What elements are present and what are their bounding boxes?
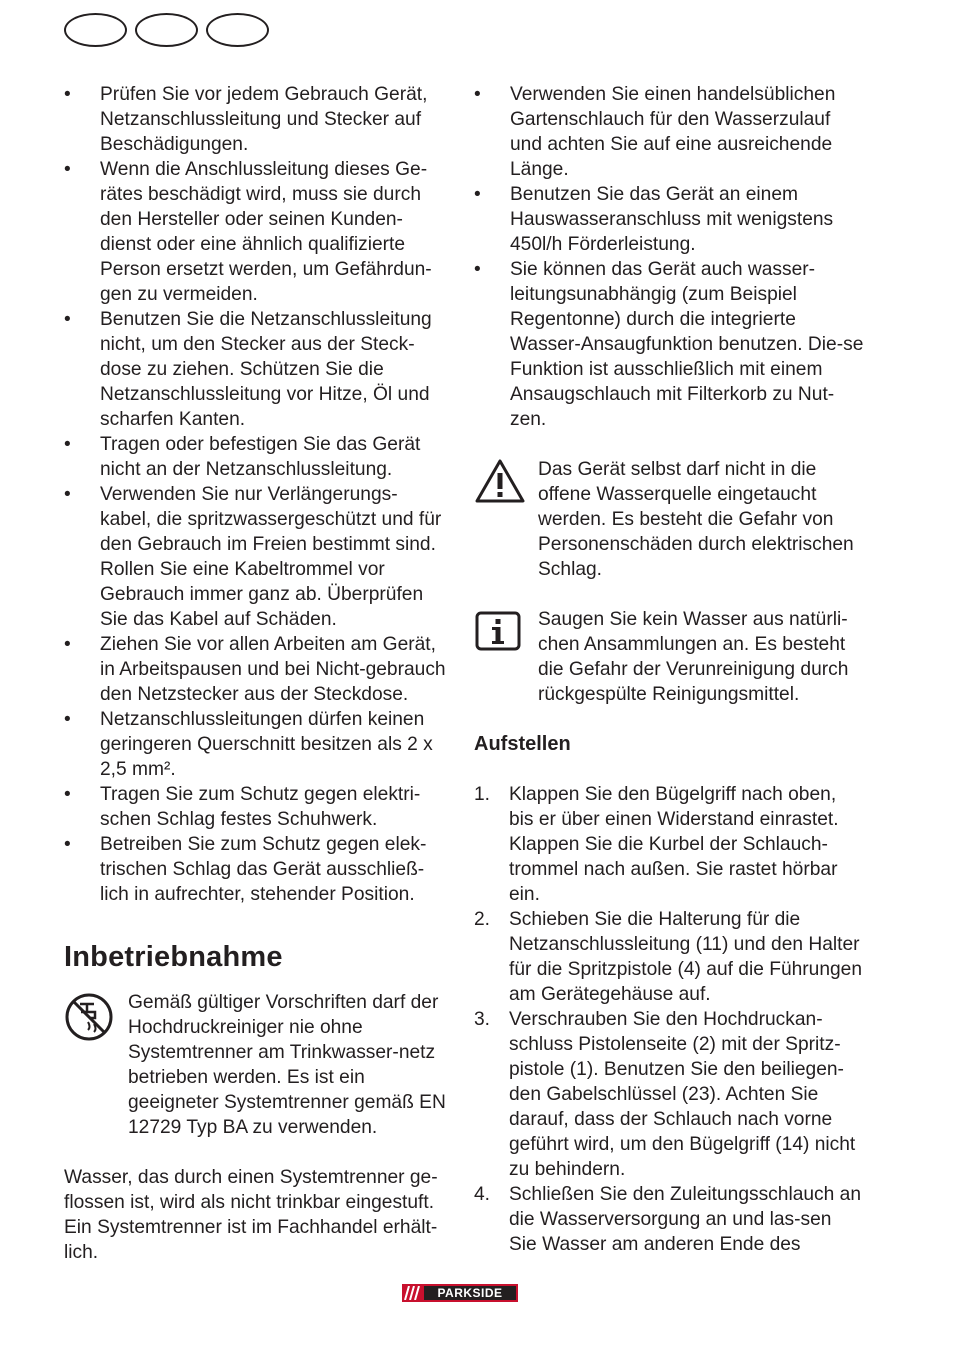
list-item: [474, 782, 864, 907]
step-number: 2.: [474, 909, 491, 930]
water-bullet-list: [474, 82, 864, 432]
list-item: • Tragen Sie zum Schutz gegen elektri-schen Schlag festes Schuhwerk.: [64, 782, 448, 832]
language-tab-3: [206, 13, 269, 47]
list-item: • Benutzen Sie das Gerät an einem Hauswasseranschluss mit wenigstens 450l/h Förderleistung.: [474, 182, 864, 257]
info-icon: [474, 607, 538, 658]
right-column: [474, 82, 864, 1257]
notice-text: Gemäß gültiger Vorschriften darf der Hochdruckreiniger nie ohne Systemtrenner am Trinkwasser-netz betrieben werden. Es ist ein geeigneter Systemtrenner gemäß EN 12729 Typ BA zu verwenden.: [128, 992, 446, 1138]
safety-bullet-list: [64, 82, 448, 907]
language-tab-1: [64, 13, 127, 47]
list-item: [474, 907, 864, 1007]
paragraph: Wasser, das durch einen Systemtrenner ge-flossen ist, wird als nicht trinkbar eingestuft. Ein Systemtrenner ist im Fachhandel erhält-lich.: [64, 1167, 438, 1263]
no-drinking-water-connection-icon: [64, 990, 128, 1047]
step-text: Klappen Sie den Bügelgriff nach oben, bis er über einen Widerstand einrastet. Klappen Sie die Kurbel der Schlauch-trommel nach außen. Sie rastet hörbar ein.: [509, 784, 839, 905]
list-item: • Ziehen Sie vor allen Arbeiten am Gerät, in Arbeitspausen und bei Nicht-gebrauch den Netzstecker aus der Steckdose.: [64, 632, 448, 707]
warning-notice: [474, 457, 864, 582]
list-item: • Sie können das Gerät auch wasser-leitungsunabhängig (zum Beispiel Regentonne) durch die integrierte Wasser-Ansaugfunktion benutzen. Die-se Funktion ist ausschließlich mit einem Ansaugschlauch mit Filterkorb zu Nut-zen.: [474, 257, 864, 432]
list-item: • Tragen oder befestigen Sie das Gerät nicht an der Netzanschlussleitung.: [64, 432, 448, 482]
logo-stripes-icon: [402, 1284, 424, 1302]
list-item: • Verwenden Sie nur Verlängerungs-kabel, die spritzwassergeschützt und für den Gebrauch im Freien bestimmt sind. Rollen Sie eine Kabeltrommel vor Gebrauch immer ganz ab. Überprüfen Sie das Kabel auf Schäden.: [64, 482, 448, 632]
step-number: 4.: [474, 1184, 491, 1205]
step-number: 1.: [474, 784, 491, 805]
list-item: • Netzanschlussleitungen dürfen keinen geringeren Querschnitt besitzen als 2 x 2,5 mm².: [64, 707, 448, 782]
warning-text: Das Gerät selbst darf nicht in die offene Wasserquelle eingetaucht werden. Es besteht die Gefahr von Personenschäden durch elektrischen Schlag.: [538, 459, 854, 580]
left-column: [64, 82, 448, 1265]
info-text: Saugen Sie kein Wasser aus natürli-chen Ansammlungen an. Es besteht die Gefahr der Verunreinigung durch rückgespülte Reinigungsmittel.: [538, 609, 849, 705]
setup-steps-list: [474, 782, 864, 1257]
section-heading-inbetriebnahme: Inbetriebnahme: [64, 941, 283, 973]
step-text: Verschrauben Sie den Hochdruckan-schluss Pistolenseite (2) mit der Spritz-pistole (1). Benutzen Sie den beiliegen-den Gabelschlüssel (23). Achten Sie darauf, dass der Schlauch nach vorne geführt wird, um den Bügelgriff (14) nicht zu behindern.: [509, 1009, 856, 1180]
parkside-logo: [402, 1284, 518, 1302]
info-notice: [474, 607, 864, 707]
list-item: [474, 1007, 864, 1182]
section-heading-aufstellen: Aufstellen: [474, 733, 571, 755]
step-text: Schieben Sie die Halterung für die Netzanschlussleitung (11) und den Halter für die Spritzpistole (4) auf die Führungen am Gerätegehäuse auf.: [509, 909, 863, 1005]
list-item: [474, 1182, 864, 1257]
list-item: • Betreiben Sie zum Schutz gegen elek-trischen Schlag das Gerät ausschließ-lich in aufrechter, stehender Position.: [64, 832, 448, 907]
list-item: • Benutzen Sie die Netzanschlussleitung nicht, um den Stecker aus der Steck-dose zu ziehen. Schützen Sie die Netzanschlussleitung vor Hitze, Öl und scharfen Kanten.: [64, 307, 448, 432]
step-number: 3.: [474, 1009, 491, 1030]
list-item: • Verwenden Sie einen handelsüblichen Gartenschlauch für den Wasserzulauf und achten Sie auf eine ausreichende Länge.: [474, 82, 864, 182]
language-tabs: [64, 13, 269, 47]
prohibition-notice: [64, 990, 448, 1140]
list-item: • Prüfen Sie vor jedem Gebrauch Gerät, Netzanschlussleitung und Stecker auf Beschädigungen.: [64, 82, 448, 157]
warning-triangle-icon: [474, 457, 538, 510]
list-item: • Wenn die Anschlussleitung dieses Ge-rätes beschädigt wird, muss sie durch den Hersteller oder seinen Kunden-dienst oder eine ähnlich qualifizierte Person ersetzt werden, um Gefährdun-gen zu vermeiden.: [64, 157, 448, 307]
step-text: Schließen Sie den Zuleitungsschlauch an die Wasserversorgung an und las-sen Sie Wasser am anderen Ende des: [509, 1184, 861, 1255]
language-tab-2: [135, 13, 198, 47]
brand-name: PARKSIDE: [424, 1286, 516, 1300]
